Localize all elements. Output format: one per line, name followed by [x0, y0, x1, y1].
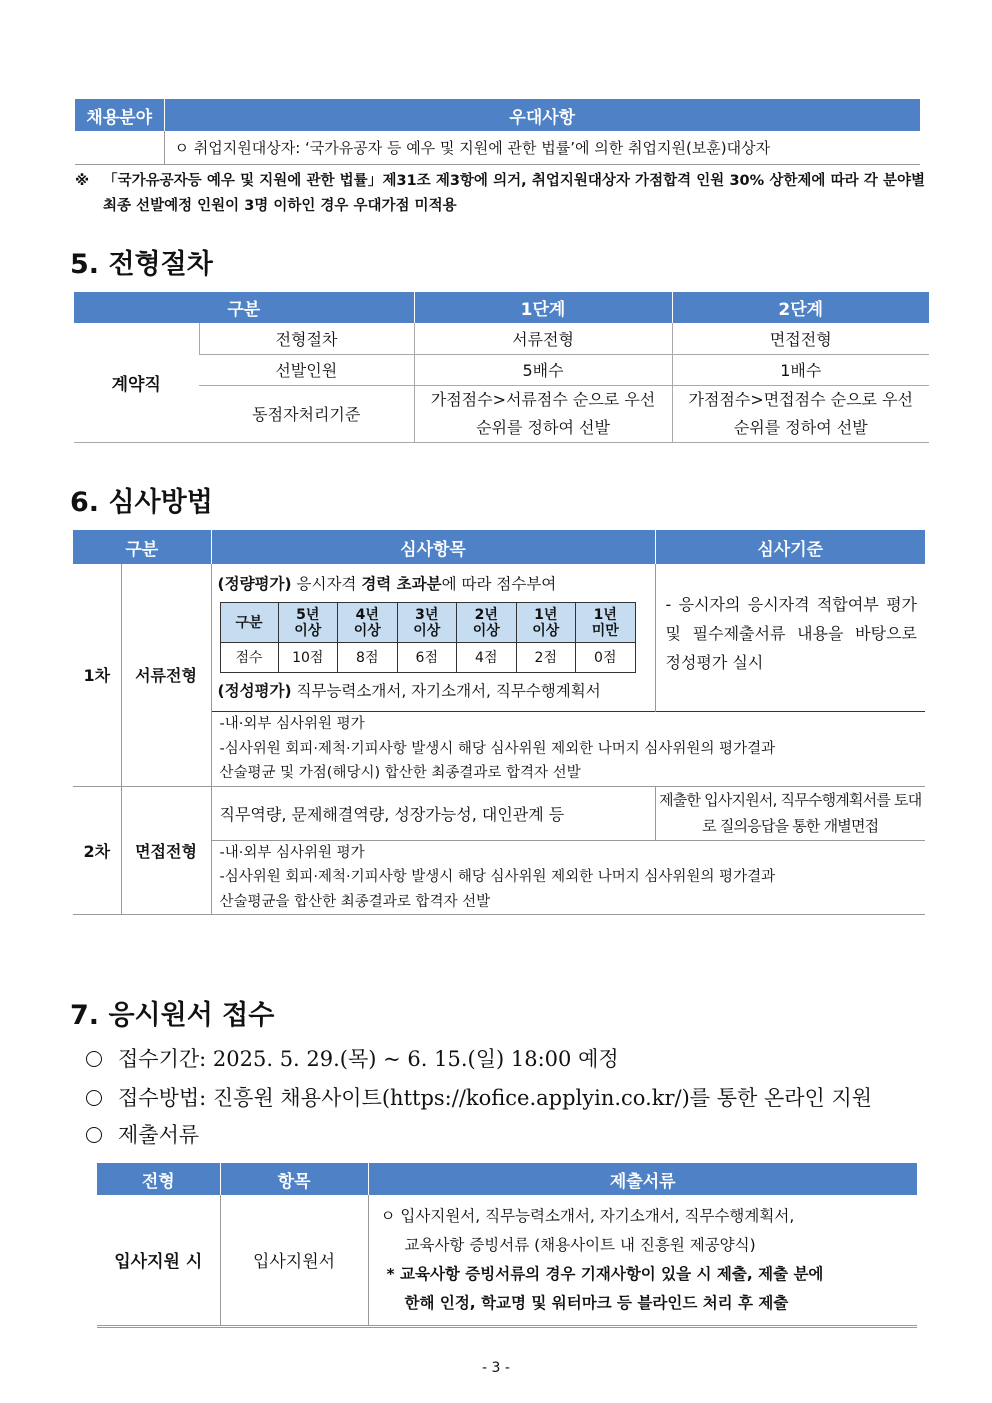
bullet-period [86, 1043, 619, 1073]
score-col-header [338, 603, 398, 643]
bullet-text: 제출서류 [118, 1123, 200, 1147]
score-col-header [457, 603, 517, 643]
round2-main-row [73, 786, 925, 840]
qualitative-label: (정성평가) [217, 682, 292, 700]
score-header-label: 구분 [220, 603, 278, 643]
score-value: 8점 [338, 643, 398, 673]
score-table [220, 602, 636, 673]
score-value: 10점 [278, 643, 338, 673]
header-stage2: 2단계 [778, 300, 824, 320]
bullet-text: 접수방법: 진흥원 채용사이트(https://kofice.applyin.co.kr/)를 통한 온라인 지원 [118, 1086, 873, 1110]
quantitative-post: 에 따라 점수부여 [441, 575, 557, 593]
col-bottom: 미만 [591, 622, 619, 639]
procedure-table [74, 292, 929, 443]
doc-note: 한해 인정, 학교명 및 워터마크 등 블라인드 처리 후 제출 [404, 1293, 789, 1312]
evaluation-header-row [73, 530, 925, 564]
stage2-value: 가점점수>면접점수 순으로 우선순위를 정하여 선발 [672, 385, 929, 442]
procedure-row [74, 354, 929, 385]
item-cell: 입사지원서 [220, 1195, 368, 1326]
section6-title: 6. 심사방법 [70, 487, 213, 518]
score-col-header [576, 603, 636, 643]
row-label: 전형절차 [199, 323, 414, 354]
quantitative-pre: 응시자격 [291, 575, 362, 593]
col-bottom: 이상 [353, 622, 381, 639]
col-bottom: 이상 [472, 622, 500, 639]
quantitative-bold: 경력 초과분 [361, 575, 442, 593]
round2-items: 직무역량, 문제해결역량, 성장가능성, 대인관계 등 [211, 786, 655, 840]
documents-header-row [97, 1163, 917, 1195]
header-preference: 우대사항 [509, 107, 576, 128]
score-col-header [397, 603, 457, 643]
col-top: 2년 [474, 606, 498, 623]
row-label: 선발인원 [199, 354, 414, 385]
note-line: 산술평균을 합산한 최종결과로 합격자 선발 [219, 893, 491, 910]
note-mark: ※ [75, 173, 90, 189]
note-text: 「국가유공자등 예우 및 지원에 관한 법률」제31조 제3항에 의거, 취업지원대상자 가점합격 인원 30% 상한제에 따라 각 분야별 최종 선발예정 인원이 3명 이하인 경우 우대가점 미적용 [103, 173, 925, 214]
note-line: -심사위원 회피·제척·기피사항 발생시 해당 심사위원 제외한 나머지 심사위원의 평가결과 [219, 740, 776, 757]
note-line: -내·외부 심사위원 평가 [219, 716, 365, 732]
preference-text: ㅇ 취업지원대상자: ‘국가유공자 등 예우 및 지원에 관한 법률’에 의한 취업지원(보훈)대상자 [164, 131, 920, 164]
col-top: 4년 [355, 606, 379, 623]
preference-row [75, 131, 920, 164]
category-cell: 계약직 [74, 323, 199, 442]
documents-row [97, 1195, 917, 1326]
col-top: 3년 [415, 606, 439, 623]
round1-criteria: - 응시자의 응시자격 적합여부 평가 및 필수제출서류 내용을 바탕으로 정성평가 실시 [655, 564, 925, 712]
bullet-method [86, 1082, 872, 1112]
score-row-label: 점수 [220, 643, 278, 673]
circle-bullet-icon [86, 1051, 102, 1067]
quantitative-line [218, 572, 655, 596]
col-bottom: 이상 [413, 622, 441, 639]
header-stage: 전형 [97, 1163, 220, 1195]
stage1-value: 가점점수>서류점수 순으로 우선순위를 정하여 선발 [414, 385, 672, 442]
bullet-text: 접수기간: 2025. 5. 29.(목) ~ 6. 15.(일) 18:00 예정 [118, 1047, 619, 1071]
bullet-documents [86, 1119, 199, 1149]
score-value: 4점 [457, 643, 517, 673]
section5-title: 5. 전형절차 [70, 249, 213, 280]
round1-notes [211, 712, 925, 787]
doc-line: 교육사항 증빙서류 (채용사이트 내 진흥원 제공양식) [404, 1235, 756, 1254]
col-bottom: 이상 [294, 622, 322, 639]
qualitative-text: 직무능력소개서, 자기소개서, 직무수행계획서 [291, 682, 601, 700]
header-documents: 제출서류 [609, 1171, 676, 1192]
procedure-row [74, 323, 929, 354]
note-line: -심사위원 회피·제척·기피사항 발생시 해당 심사위원 제외한 나머지 심사위원의 평가결과 [219, 869, 776, 885]
col-top: 1년 [534, 606, 558, 623]
header-category: 구분 [74, 292, 414, 323]
col-top: 5년 [296, 606, 320, 623]
evaluation-table [73, 530, 925, 915]
preference-header-row [75, 99, 920, 131]
note-line: 산술평균 및 가점(해당시) 합산한 최종결과로 합격자 선발 [219, 765, 581, 781]
section7-title: 7. 응시원서 접수 [70, 1000, 275, 1031]
doc-note: * 교육사항 증빙서류의 경우 기재사항이 있을 시 제출, 제출 분에 [386, 1264, 824, 1283]
header-category: 구분 [73, 530, 211, 564]
documents-cell [368, 1195, 917, 1326]
circle-bullet-icon [86, 1127, 102, 1143]
header-items: 심사항목 [211, 530, 655, 564]
col-bottom: 이상 [532, 622, 560, 639]
note-line: -내·외부 심사위원 평가 [219, 844, 365, 861]
col-top: 1년 [593, 606, 617, 623]
documents-table [97, 1163, 917, 1328]
round2-name: 면접전형 [121, 786, 211, 915]
stage1-value: 서류전형 [414, 323, 672, 354]
round2-order: 2차 [73, 786, 121, 915]
doc-line: ㅇ 입사지원서, 직무능력소개서, 자기소개서, 직무수행계획서, [380, 1206, 795, 1225]
header-item: 항목 [220, 1163, 368, 1195]
header-stage1: 1단계 [414, 292, 672, 323]
score-col-header [516, 603, 576, 643]
score-header-row [220, 603, 635, 643]
preference-field-cell [75, 131, 164, 164]
round1-name: 서류전형 [121, 564, 211, 786]
quantitative-label: (정량평가) [217, 575, 292, 593]
stage1-value: 5배수 [414, 354, 672, 385]
score-value: 0점 [576, 643, 636, 673]
stage2-value: 1배수 [672, 354, 929, 385]
round1-order: 1차 [73, 564, 121, 786]
qualitative-line [218, 679, 655, 711]
circle-bullet-icon [86, 1090, 102, 1106]
score-value-row [220, 643, 635, 673]
round2-notes [211, 840, 925, 915]
header-field: 채용분야 [75, 99, 164, 131]
procedure-row [74, 385, 929, 442]
page-number: - 3 - [482, 1360, 510, 1376]
stage-cell: 입사지원 시 [97, 1195, 220, 1326]
score-value: 2점 [516, 643, 576, 673]
header-criteria: 심사기준 [757, 539, 824, 560]
procedure-header-row [74, 292, 929, 323]
score-col-header [278, 603, 338, 643]
round1-main-row [73, 564, 925, 712]
stage2-value: 면접전형 [672, 323, 929, 354]
round2-criteria: 제출한 입사지원서, 직무수행계획서를 토대로 질의응답을 통한 개별면접 [655, 786, 925, 840]
score-value: 6점 [397, 643, 457, 673]
preference-note [75, 169, 925, 219]
round1-items-cell [211, 564, 655, 712]
row-label: 동점자처리기준 [199, 385, 414, 442]
preference-table [75, 99, 920, 165]
